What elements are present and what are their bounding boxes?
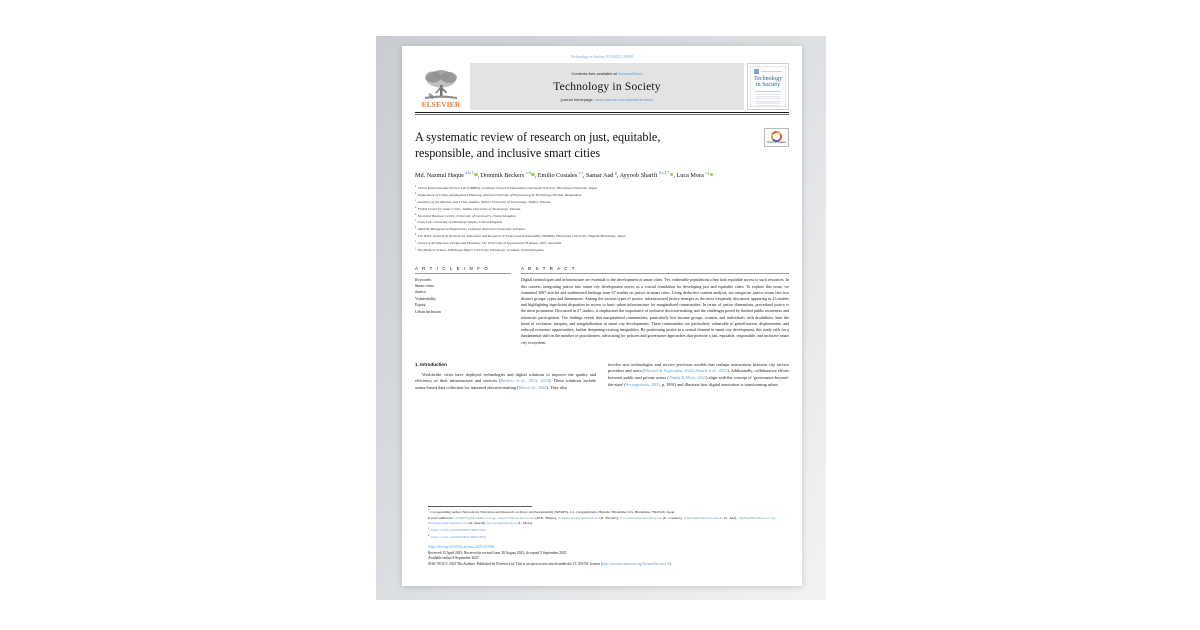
publication-block bbox=[428, 545, 776, 568]
intro-paragraph-left: Worldwide, cities have deployed technologies and digital solutions to improve the quality and efficiency of their infrastructure and services (Beckers et al., 2022, 2023). These solutions include sensor-based data collection for informed decision-making (Mao et al., 2020). They also bbox=[415, 371, 596, 391]
journal-title: Technology in Society bbox=[553, 80, 661, 93]
affiliation-item: $^a$ Urban Environmental Science Lab (URBES), Graduate School of Humanities and Social Sciences, Hiroshima University, Japan bbox=[415, 185, 598, 191]
keyword-item: Smart cities bbox=[415, 282, 434, 288]
info-abstract-section bbox=[415, 266, 789, 346]
title-block bbox=[415, 130, 789, 253]
affiliation-item: $^j$ The Business School, Edinburgh Napier University, Edinburgh, Scotland, United Kingdom bbox=[415, 246, 545, 252]
author-list: Md. Nazmul Haque $^{a,b,1}$ , Dominik Beckers $^{c,d}$ , Emilio Costales $^{e,f}$, Samar Aad $^g$, Ayyoob Sharifi $^{h,i,2,*}$ , Luca Mora $^{c,j}$ bbox=[415, 170, 715, 181]
article-body bbox=[415, 362, 789, 392]
journal-band bbox=[470, 63, 744, 110]
abstract-text: Digital technologies and infrastructure are essential to the development of smart cities. Yet, vulnerable populations often lack equitable access to such resources. In this context, integrating justice into smart city development serves as a crucial foundation for developing just and equitable cities. To explore this issue, we examined 3067 articles and synthesized findings from 67 studies on justice in smart cities. Using deductive content analysis, we categorize justice issues into two distinct groups: types and dimensions. Among the various types of justice, infrastructural justice emerges as the most frequently discussed, appearing in 23 studies and highlighting significant disparities in access to basic urban infrastructure for marginalized communities. In terms of justice dimensions, procedural justice is the most prominent. Discussed in 27 studies, it emphasizes the importance of inclusive decision-making and the challenges posed by limited public awareness and tokenistic participation. The findings reveal that marginalized communities, particularly low-income groups, women, and individuals with disabilities, bear the brunt of exclusion, inequity, and marginalization in smart city developments. These communities are particularly vulnerable to gentrification, displacement, and reduced economic opportunities, further deepening existing inequalities. By positioning justice as a central element in smart city development, this study calls for a fundamental shift in the mindset of practitioners, advocating for policies and governance approaches that promote a just, equitable, responsible, and inclusive smart city ecosystem. bbox=[521, 277, 789, 345]
crossmark-line2: updates bbox=[777, 141, 787, 145]
abstract-column bbox=[521, 266, 789, 346]
affiliation-item: $^b$ Department of Urban and Regional Planning, Khulna University of Engineering & Technology, Khulna, Bangladesh bbox=[415, 192, 582, 198]
affiliation-list bbox=[415, 185, 789, 253]
affiliation-item: $^e$ Executive Business Centre, University of Greenwich, United Kingdom bbox=[415, 212, 516, 218]
crossmark-badge-icon[interactable] bbox=[764, 128, 789, 147]
keywords-list bbox=[415, 283, 511, 315]
journal-cover-thumbnail bbox=[747, 63, 789, 110]
keywords-label: Keywords: bbox=[415, 277, 433, 283]
contents-prefix: Contents lists available at bbox=[571, 71, 617, 76]
keyword-item: Justice bbox=[415, 289, 426, 295]
cover-title: Technology in Society bbox=[754, 76, 783, 89]
footnote-orcid-1: $^1$ https://orcid.org/0000-0003-3988-5654 bbox=[428, 527, 486, 533]
footnote-orcid-2: $^2$ https://orcid.org/0000-0002-8983-8613 bbox=[428, 534, 486, 540]
section-heading-introduction: 1. Introduction bbox=[415, 361, 447, 367]
doi-link[interactable]: https://doi.org/10.1016/j.techsoc.2025.103050 bbox=[428, 544, 495, 549]
article-page bbox=[402, 46, 802, 586]
footnote-zone bbox=[428, 506, 776, 568]
affiliation-item: $^f$ Unity Lab, University of Edinburgh Napier, United Kingdom bbox=[415, 219, 503, 225]
contents-available-line bbox=[571, 71, 642, 76]
body-column-right bbox=[608, 362, 789, 392]
journal-homepage-link[interactable]: www.elsevier.com/locate/techsoc bbox=[594, 97, 654, 102]
received-dates: Received 15 April 2025; Received in revised form 28 August 2025; Accepted 5 September 2025 bbox=[428, 550, 567, 555]
journal-homepage-line bbox=[561, 97, 654, 102]
journal-masthead bbox=[415, 63, 789, 110]
affiliation-item: $^g$ AKSOB, Management Department, Lebanese American University, Lebanon bbox=[415, 226, 525, 232]
running-head: Technology in Society 83 (2025) 103050 bbox=[570, 55, 634, 59]
abstract-heading: A B S T R A C T bbox=[521, 265, 576, 271]
keyword-item: Urban inclusion bbox=[415, 308, 441, 314]
affiliation-item: $^c$ Academy of Architecture and Urban Studies, Tallinn University of Technology, Tallinn, Estonia bbox=[415, 199, 551, 205]
masthead-thick-rule bbox=[415, 112, 789, 114]
keyword-item: Equity bbox=[415, 302, 426, 308]
page-title: A systematic review of research on just, equitable, responsible, and inclusive smart cities bbox=[415, 130, 661, 161]
affiliation-item: $^i$ School of Architecture, Design and Planning, The University of Queensland, Brisbane, 4067, Australia bbox=[415, 239, 562, 246]
elsevier-logo bbox=[415, 63, 467, 110]
elsevier-tree-icon bbox=[421, 68, 461, 101]
keyword-item: Vulnerability bbox=[415, 295, 437, 301]
cover-chip-icon bbox=[754, 69, 759, 74]
elsevier-wordmark: ELSEVIER bbox=[421, 100, 461, 109]
affiliation-item: $^h$ The IDEC Institute & Network for Education and Research on Peace and Sustainability (NERPS), Hiroshima University, Higashi-Hiroshima, Japan bbox=[415, 233, 626, 239]
intro-paragraph-right: involve new technologies and service provision models that reshape interactions between city service providers and users (Micozzi & Yigitcanlar, 2022; Sharifi et al., 2023). Additionally, collaborative efforts between public and private actors (Thabit & Mora, 2023) align with the concept of 'governance-beyond-the-state' (Swyngedouw, 2005, p. 1991) and illustrate how digital innovation is transforming urban bbox=[608, 361, 789, 387]
article-info-column bbox=[415, 266, 511, 346]
body-column-left bbox=[415, 362, 596, 392]
homepage-prefix: journal homepage: bbox=[560, 97, 594, 102]
footnote-corresponding-author: * Corresponding author. Network for Education and Research on Peace and Sustainability (NERPS), 1-5-1 Kagamiyama, Higashi- Hiroshima City, Hiroshima, 739-8529, Japan. bbox=[428, 509, 676, 515]
crossmark-line1: Check for bbox=[766, 141, 778, 145]
footnote-emails: E-mail addresses: d220635@hiroshima-u.ac.jp, shaque15@urp.kuet.ac.bd (M.N. Haque), dominik.beckers@taltech.ee (D. Beckers), E.Costales@greenwich.ac.uk (E. Costales), samar.maliboul@lau.edu.lb (S. Aad), sharifi@hiroshima-u.ac.jp, sharifigeomatic@gmail.com (A. Sharifi), luca.mora@taltech.ee (L. Mora). bbox=[428, 515, 777, 526]
available-online: Available online 8 September 2025 bbox=[428, 556, 479, 561]
sciencedirect-link[interactable]: ScienceDirect bbox=[617, 71, 643, 76]
copyright-license: 0160-791X/© 2025 The Authors. Published by Elsevier Ltd. This is an open access article under the CC BY-NC license (http://creativecommons.org/licenses/by-nc/4.0/). bbox=[428, 562, 672, 567]
affiliation-item: $^d$ FinEst Centre for Smart Cities, Tallinn University of Technology, Estonia bbox=[415, 205, 521, 211]
article-info-heading: A R T I C L E I N F O bbox=[415, 265, 490, 271]
